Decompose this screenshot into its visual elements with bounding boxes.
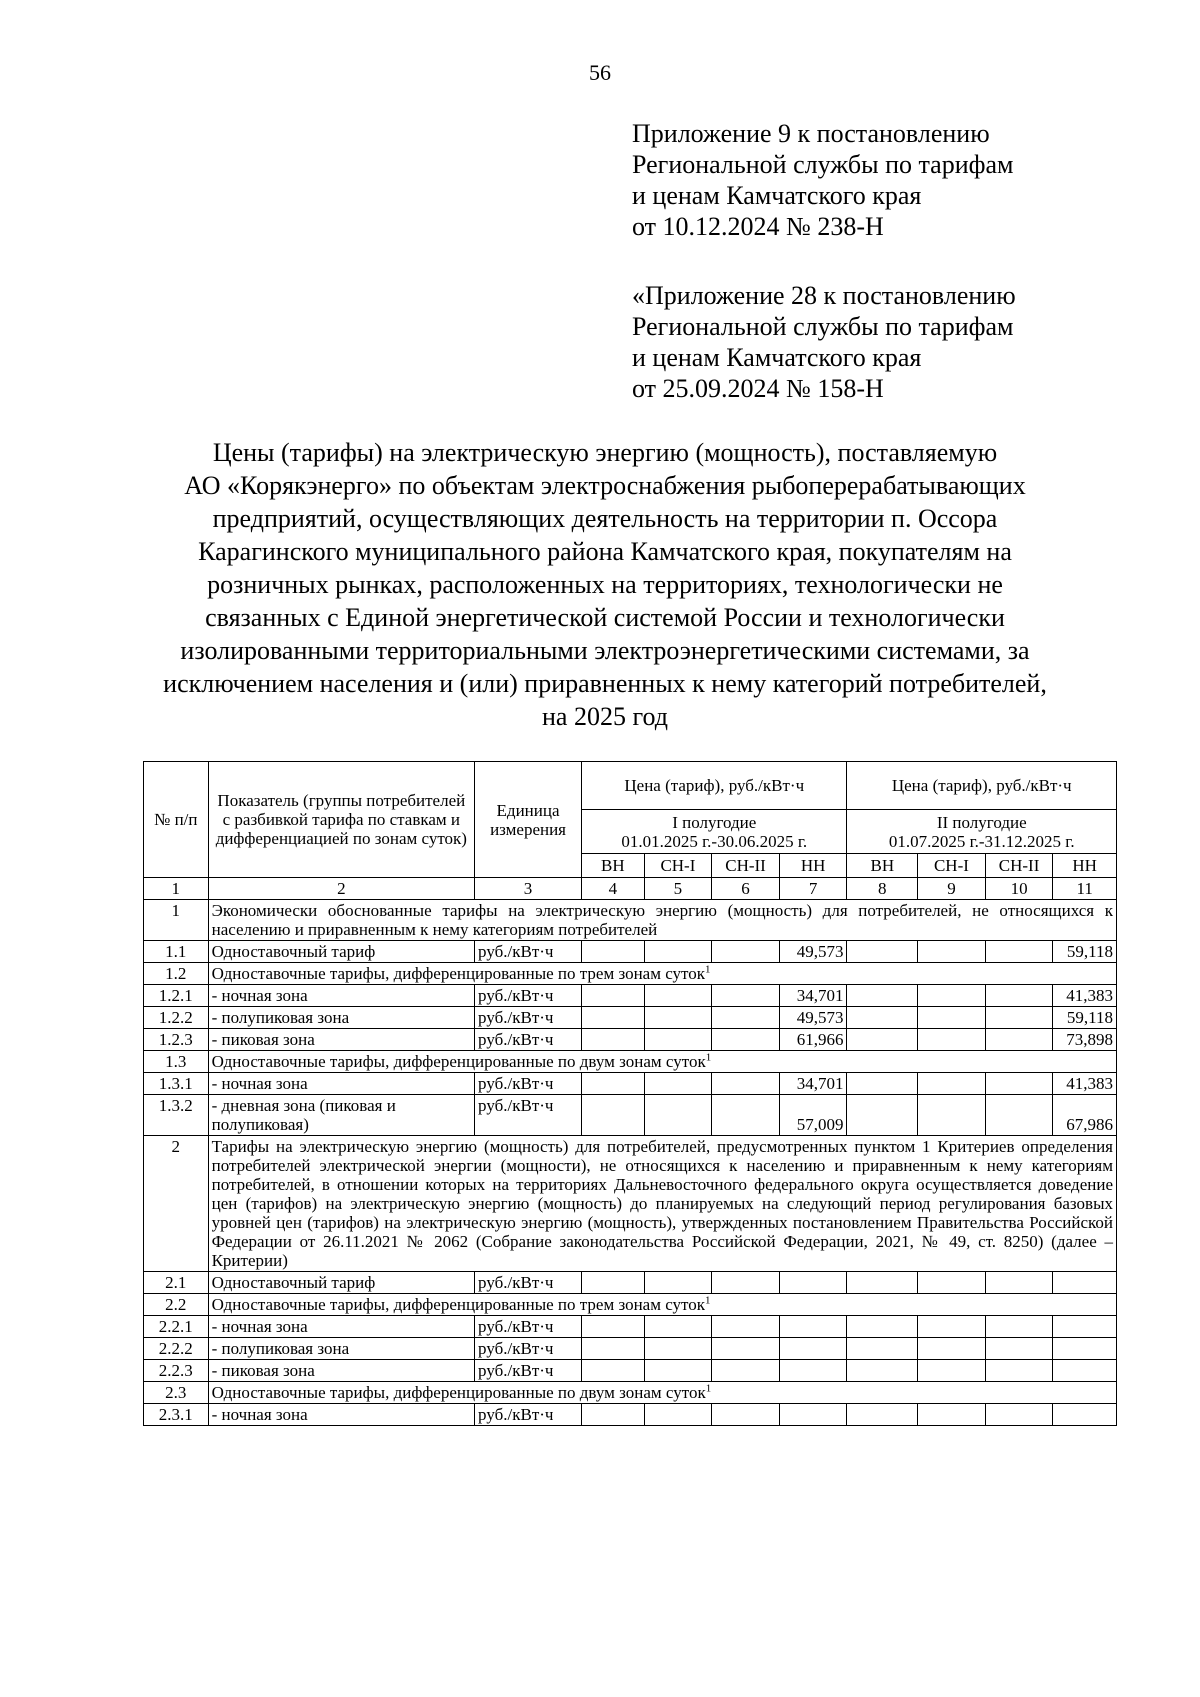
price-cell	[644, 1360, 712, 1382]
row-unit: руб./кВт·ч	[475, 1316, 582, 1338]
row-number: 1.1	[144, 941, 209, 963]
price-cell: 67,986	[1053, 1095, 1117, 1136]
row-unit: руб./кВт·ч	[475, 1029, 582, 1051]
price-cell	[644, 1272, 712, 1294]
appendix-line: «Приложение 28 к постановлению	[632, 281, 1016, 310]
appendix-line: от 10.12.2024 № 238-Н	[632, 212, 884, 241]
header-level: СН-II	[985, 854, 1053, 878]
page-number: 56	[589, 60, 611, 85]
table-row	[144, 985, 1117, 1007]
table-row	[144, 1095, 1117, 1136]
footnote-marker: 1	[705, 1294, 711, 1307]
table-row	[144, 1007, 1117, 1029]
price-cell	[712, 1360, 780, 1382]
row-number: 2.2.2	[144, 1338, 209, 1360]
heading-text: Экономически обоснованные тарифы на электрическую энергию (мощность) для потребителей, не относящихся к населению и приравненным к нему категориям потребителей	[211, 901, 1113, 939]
column-number: 6	[712, 878, 780, 900]
price-cell	[712, 941, 780, 963]
price-cell	[582, 1316, 645, 1338]
row-number: 2.3	[144, 1382, 209, 1404]
document-title	[120, 436, 1090, 733]
header-level: ВН	[582, 854, 645, 878]
row-indicator: - пиковая зона	[208, 1360, 474, 1382]
table-row	[144, 900, 1117, 941]
price-cell: 41,383	[1053, 985, 1117, 1007]
price-cell: 49,573	[779, 941, 847, 963]
price-cell	[582, 1272, 645, 1294]
title-line: изолированными территориальными электроэнергетическими системами, за	[180, 636, 1030, 665]
row-number: 2.2.3	[144, 1360, 209, 1382]
row-unit: руб./кВт·ч	[475, 1073, 582, 1095]
price-cell	[918, 1404, 986, 1426]
price-cell	[918, 1007, 986, 1029]
price-cell	[1053, 1272, 1117, 1294]
title-line: Цены (тарифы) на электрическую энергию (мощность), поставляемую	[212, 438, 998, 467]
price-cell	[644, 1007, 712, 1029]
heading-text: Одноставочные тарифы, дифференцированные по трем зонам суток	[211, 964, 706, 983]
title-line: на 2025 год	[542, 702, 668, 731]
table-row	[144, 1316, 1117, 1338]
price-cell	[779, 1316, 847, 1338]
column-number: 8	[847, 878, 918, 900]
table-row	[144, 1051, 1117, 1073]
price-cell	[644, 1316, 712, 1338]
column-number: 7	[779, 878, 847, 900]
price-cell	[1053, 1360, 1117, 1382]
table-row	[144, 1382, 1117, 1404]
price-cell: 59,118	[1053, 1007, 1117, 1029]
price-cell	[582, 1029, 645, 1051]
title-line: предприятий, осуществляющих деятельность на территории п. Оссора	[212, 504, 998, 533]
price-cell	[985, 1404, 1053, 1426]
row-number: 1.3.1	[144, 1073, 209, 1095]
price-cell	[918, 1095, 986, 1136]
row-unit: руб./кВт·ч	[475, 1360, 582, 1382]
price-cell: 57,009	[779, 1095, 847, 1136]
price-cell	[918, 985, 986, 1007]
price-cell: 34,701	[779, 985, 847, 1007]
price-cell	[712, 1007, 780, 1029]
price-cell	[847, 1316, 918, 1338]
price-cell	[712, 1404, 780, 1426]
title-line: АО «Корякэнерго» по объектам электроснабжения рыбоперерабатывающих	[184, 471, 1026, 500]
row-indicator: - ночная зона	[208, 985, 474, 1007]
price-cell	[847, 1073, 918, 1095]
column-number: 11	[1053, 878, 1117, 900]
group-heading	[208, 1051, 1116, 1073]
group-heading	[208, 963, 1116, 985]
row-number: 2.2.1	[144, 1316, 209, 1338]
price-cell: 73,898	[1053, 1029, 1117, 1051]
table-body	[144, 900, 1117, 1426]
price-cell	[918, 1073, 986, 1095]
row-number: 1.3	[144, 1051, 209, 1073]
tariff-table	[143, 761, 1117, 1426]
row-indicator: - дневная зона (пиковая и полупиковая)	[208, 1095, 474, 1136]
header-level: СН-II	[712, 854, 780, 878]
price-cell	[779, 1360, 847, 1382]
price-cell	[847, 1007, 918, 1029]
table-row	[144, 1029, 1117, 1051]
price-cell	[985, 1029, 1053, 1051]
price-cell	[918, 1029, 986, 1051]
footnote-marker: 1	[705, 1051, 712, 1064]
appendix-line: от 25.09.2024 № 158-Н	[632, 374, 884, 403]
price-cell	[582, 1007, 645, 1029]
price-cell	[712, 985, 780, 1007]
header-price-group: Цена (тариф), руб./кВт·ч	[847, 762, 1117, 810]
appendix-line: Региональной службы по тарифам	[632, 150, 1014, 179]
price-cell	[985, 941, 1053, 963]
row-unit: руб./кВт·ч	[475, 985, 582, 1007]
price-cell	[847, 1029, 918, 1051]
period-dates: 01.07.2025 г.-31.12.2025 г.	[888, 831, 1075, 851]
price-cell: 59,118	[1053, 941, 1117, 963]
price-cell	[644, 941, 712, 963]
price-cell	[582, 1404, 645, 1426]
price-cell	[847, 1360, 918, 1382]
row-indicator: - полупиковая зона	[208, 1007, 474, 1029]
row-unit: руб./кВт·ч	[475, 1007, 582, 1029]
row-number: 1.3.2	[144, 1095, 209, 1136]
price-cell	[1053, 1316, 1117, 1338]
price-cell	[918, 1272, 986, 1294]
price-cell	[847, 1404, 918, 1426]
column-number: 2	[208, 878, 474, 900]
row-unit: руб./кВт·ч	[475, 1338, 582, 1360]
price-cell	[582, 985, 645, 1007]
appendix-line: Приложение 9 к постановлению	[632, 119, 990, 148]
row-indicator: Одноставочный тариф	[208, 1272, 474, 1294]
price-cell	[985, 1073, 1053, 1095]
price-cell	[985, 985, 1053, 1007]
price-cell	[779, 1338, 847, 1360]
table-row	[144, 1272, 1117, 1294]
table-row	[144, 1404, 1117, 1426]
column-number: 9	[918, 878, 986, 900]
price-cell	[847, 985, 918, 1007]
column-number-row	[144, 878, 1117, 900]
section-heading	[208, 900, 1116, 941]
price-cell	[644, 1029, 712, 1051]
price-cell: 41,383	[1053, 1073, 1117, 1095]
price-cell	[582, 1073, 645, 1095]
header-price-group: Цена (тариф), руб./кВт·ч	[582, 762, 847, 810]
price-cell	[644, 1404, 712, 1426]
title-line: розничных рынках, расположенных на территориях, технологически не	[207, 570, 1003, 599]
price-cell	[918, 941, 986, 963]
table-row	[144, 1294, 1117, 1316]
heading-text: Одноставочные тарифы, дифференцированные по трем зонам суток	[211, 1295, 706, 1314]
price-cell: 49,573	[779, 1007, 847, 1029]
price-cell	[847, 941, 918, 963]
row-indicator: - ночная зона	[208, 1404, 474, 1426]
appendix-line: и ценам Камчатского края	[632, 343, 922, 372]
price-cell	[712, 1316, 780, 1338]
header-period	[582, 810, 847, 854]
price-cell	[918, 1360, 986, 1382]
price-cell	[1053, 1404, 1117, 1426]
row-number: 1.2	[144, 963, 209, 985]
price-cell	[582, 1360, 645, 1382]
table-row	[144, 963, 1117, 985]
price-cell: 34,701	[779, 1073, 847, 1095]
row-indicator: - ночная зона	[208, 1073, 474, 1095]
price-cell	[712, 1338, 780, 1360]
price-cell	[582, 1095, 645, 1136]
footnote-marker: 1	[705, 963, 711, 976]
appendix-line: Региональной службы по тарифам	[632, 312, 1014, 341]
table-row	[144, 1338, 1117, 1360]
title-line: связанных с Единой энергетической системой России и технологически	[205, 603, 1005, 632]
price-cell	[985, 1095, 1053, 1136]
price-cell	[847, 1272, 918, 1294]
row-number: 1	[144, 900, 209, 941]
row-number: 2.2	[144, 1294, 209, 1316]
row-number: 1.2.2	[144, 1007, 209, 1029]
row-number: 2.1	[144, 1272, 209, 1294]
row-indicator: - ночная зона	[208, 1316, 474, 1338]
column-number: 4	[582, 878, 645, 900]
header-level: НН	[1053, 854, 1117, 878]
row-indicator: - пиковая зона	[208, 1029, 474, 1051]
header-level: ВН	[847, 854, 918, 878]
price-cell	[985, 1007, 1053, 1029]
table-row	[144, 1136, 1117, 1272]
header-level: СН-I	[918, 854, 986, 878]
header-level: НН	[779, 854, 847, 878]
appendix-line: и ценам Камчатского края	[632, 181, 922, 210]
period-dates: 01.01.2025 г.-30.06.2025 г.	[621, 831, 808, 851]
price-cell: 61,966	[779, 1029, 847, 1051]
row-number: 1.2.3	[144, 1029, 209, 1051]
heading-text: Одноставочные тарифы, дифференцированные по двум зонам суток	[211, 1052, 706, 1071]
header-indicator: Показатель (группы потребителей с разбивкой тарифа по ставкам и дифференциацией по зонам суток)	[208, 762, 474, 878]
price-cell	[712, 1073, 780, 1095]
row-number: 2	[144, 1136, 209, 1272]
header-unit: Единица измерения	[475, 762, 582, 878]
footnote-marker: 1	[705, 1382, 712, 1395]
price-cell	[918, 1316, 986, 1338]
price-cell	[712, 1272, 780, 1294]
price-cell	[712, 1095, 780, 1136]
price-cell	[644, 985, 712, 1007]
group-heading	[208, 1382, 1116, 1404]
header-period	[847, 810, 1117, 854]
table-row	[144, 1073, 1117, 1095]
table-header	[144, 762, 1117, 900]
row-number: 2.3.1	[144, 1404, 209, 1426]
price-cell	[985, 1316, 1053, 1338]
heading-text: Тарифы на электрическую энергию (мощность) для потребителей, предусмотренных пунктом 1 Критериев определения потребителей электрической энергии (мощности), не относящихся к населению и приравненным к нему категориям потребителей, в отношении которых на территориях Дальневосточного федерального округа осуществляется доведение цен (тарифов) на электрическую энергию (мощность) до планируемых на следующий период регулирования базовых уровней цен (тарифов) на электрическую энергию (мощность), утвержденных постановлением Правительства Российской Федерации от 26.11.2021 № 2062 (Собрание законодательства Российской Федерации, 2021, № 49, ст. 8250) (далее – Критерии)	[211, 1137, 1113, 1270]
column-number: 3	[475, 878, 582, 900]
column-number: 10	[985, 878, 1053, 900]
price-cell	[779, 1404, 847, 1426]
row-indicator: - полупиковая зона	[208, 1338, 474, 1360]
row-unit: руб./кВт·ч	[475, 1404, 582, 1426]
price-cell	[582, 1338, 645, 1360]
price-cell	[644, 1073, 712, 1095]
row-unit: руб./кВт·ч	[475, 1272, 582, 1294]
price-cell	[582, 941, 645, 963]
price-cell	[847, 1338, 918, 1360]
row-unit: руб./кВт·ч	[475, 941, 582, 963]
section-heading	[208, 1136, 1116, 1272]
period-name: II полугодие	[936, 812, 1027, 832]
price-cell	[644, 1095, 712, 1136]
column-number: 5	[644, 878, 712, 900]
header-num: № п/п	[144, 762, 209, 878]
price-cell	[985, 1272, 1053, 1294]
original-appendix-reference	[632, 280, 1016, 404]
heading-text: Одноставочные тарифы, дифференцированные по двум зонам суток	[211, 1383, 706, 1402]
table-row	[144, 941, 1117, 963]
price-cell	[985, 1338, 1053, 1360]
column-number: 1	[144, 878, 209, 900]
price-cell	[712, 1029, 780, 1051]
header-level: СН-I	[644, 854, 712, 878]
price-cell	[847, 1095, 918, 1136]
row-indicator: Одноставочный тариф	[208, 941, 474, 963]
group-heading	[208, 1294, 1116, 1316]
price-cell	[644, 1338, 712, 1360]
period-name: I полугодие	[672, 812, 757, 832]
price-cell	[985, 1360, 1053, 1382]
title-line: Карагинского муниципального района Камчатского края, покупателям на	[198, 537, 1012, 566]
row-number: 1.2.1	[144, 985, 209, 1007]
title-line: исключением населения и (или) приравненных к нему категорий потребителей,	[163, 669, 1047, 698]
row-unit: руб./кВт·ч	[475, 1095, 582, 1136]
price-cell	[918, 1338, 986, 1360]
appendix-reference	[632, 118, 1013, 242]
price-cell	[1053, 1338, 1117, 1360]
price-cell	[779, 1272, 847, 1294]
table-row	[144, 1360, 1117, 1382]
